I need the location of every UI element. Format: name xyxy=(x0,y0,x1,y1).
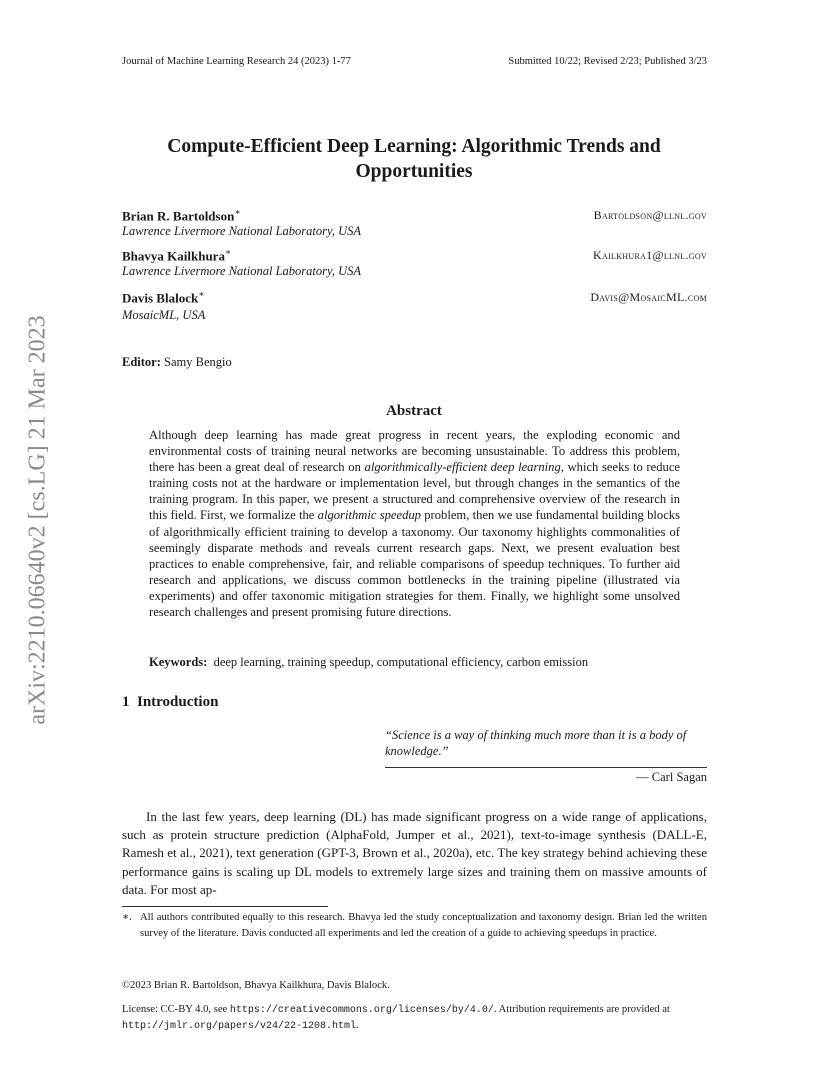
title-line-2: Opportunities xyxy=(355,161,473,182)
paper-title xyxy=(0,134,828,184)
license-notice: License: CC-BY 4.0, see https://creativecommons.org/licenses/by/4.0/. Attribution requirements are provided at http://jmlr.org/papers/v24/22-1208.html. xyxy=(122,1004,670,1032)
abstract-body: Although deep learning has made great progress in recent years, the exploding economic and environmental costs of training neural networks are becoming unsustainable. To address this problem, there has been a great deal of research on algorithmically-efficient deep learning, which seeks to reduce training costs not at the hardware or implementation level, but through changes in the semantics of the training program. In this paper, we present a structured and comprehensive overview of the research in this field. First, we formalize the algorithmic speedup problem, then we use fundamental building blocks of algorithmically efficient training to develop a taxonomy. Our taxonomy highlights commonalities of seemingly disparate methods and reveals current research gaps. Next, we present evaluation best practices to enable comprehensive, fair, and reliable comparisons of speedup techniques. To further aid research and applications, we discuss common bottlenecks in the training pipeline (illustrated via experiments) and offer taxonomic mitigation strategies for them. Finally, we highlight some unsolved research challenges and present promising future directions. xyxy=(149,428,680,620)
title-line-1: Compute-Efficient Deep Learning: Algorithmic Trends and xyxy=(167,136,661,157)
paper-link[interactable]: http://jmlr.org/papers/v24/22-1208.html xyxy=(122,1021,357,1032)
license-link[interactable]: https://creativecommons.org/licenses/by/4.0/ xyxy=(229,1005,494,1016)
footnote-mark: ∗. xyxy=(122,912,132,923)
abstract-heading: Abstract xyxy=(386,403,442,419)
submission-dates: Submitted 10/22; Revised 2/23; Published 3/23 xyxy=(508,56,707,67)
author-name-1: Brian R. Bartoldson∗ xyxy=(122,207,241,224)
intro-paragraph: In the last few years, deep learning (DL) has made significant progress on a wide range of applications, such as protein structure prediction (AlphaFold, Jumper et al., 2021), text-to-image synthesis (DALL-E, Ramesh et al., 2021), text generation (GPT-3, Brown et al., 2020a), etc. The key strategy behind achieving these performance gains is scaling up DL models to extremely large sizes and training them on massive amounts of data. For most ap- xyxy=(122,809,707,897)
author-name-3: Davis Blalock∗ xyxy=(122,289,205,306)
author-affiliation-1: Lawrence Livermore National Laboratory, USA xyxy=(122,224,362,238)
epigraph-rule xyxy=(385,767,707,768)
journal-header: Journal of Machine Learning Research 24 (2023) 1-77 xyxy=(122,56,351,67)
epigraph-quote: “Science is a way of thinking much more than it is a body of knowledge.” xyxy=(385,728,687,758)
author-affiliation-3: MosaicML, USA xyxy=(122,308,206,322)
author-email-2[interactable]: Kailkhura1@llnl.gov xyxy=(593,248,707,262)
author-affiliation-2: Lawrence Livermore National Laboratory, USA xyxy=(122,264,362,278)
epigraph-attribution: — Carl Sagan xyxy=(636,770,707,784)
author-name-2: Bhavya Kailkhura∗ xyxy=(122,247,232,264)
footnote-text: All authors contributed equally to this research. Bhavya led the study conceptualization and taxonomy design. Brian led the written survey of the literature. Davis conducted all experiments and led the creation of a guide to achieving speedups in practice. xyxy=(140,912,707,939)
footnote-rule xyxy=(122,906,328,907)
copyright-notice: ©2023 Brian R. Bartoldson, Bhavya Kailkhura, Davis Blalock. xyxy=(122,980,390,991)
editor-line: Editor: Samy Bengio xyxy=(122,355,232,369)
author-email-3[interactable]: Davis@MosaicML.com xyxy=(590,290,707,304)
author-email-1[interactable]: Bartoldson@llnl.gov xyxy=(593,208,707,222)
section-heading-introduction: 1 Introduction xyxy=(122,694,219,710)
keywords: Keywords: deep learning, training speedup, computational efficiency, carbon emission xyxy=(149,655,589,669)
footnote xyxy=(122,910,707,941)
